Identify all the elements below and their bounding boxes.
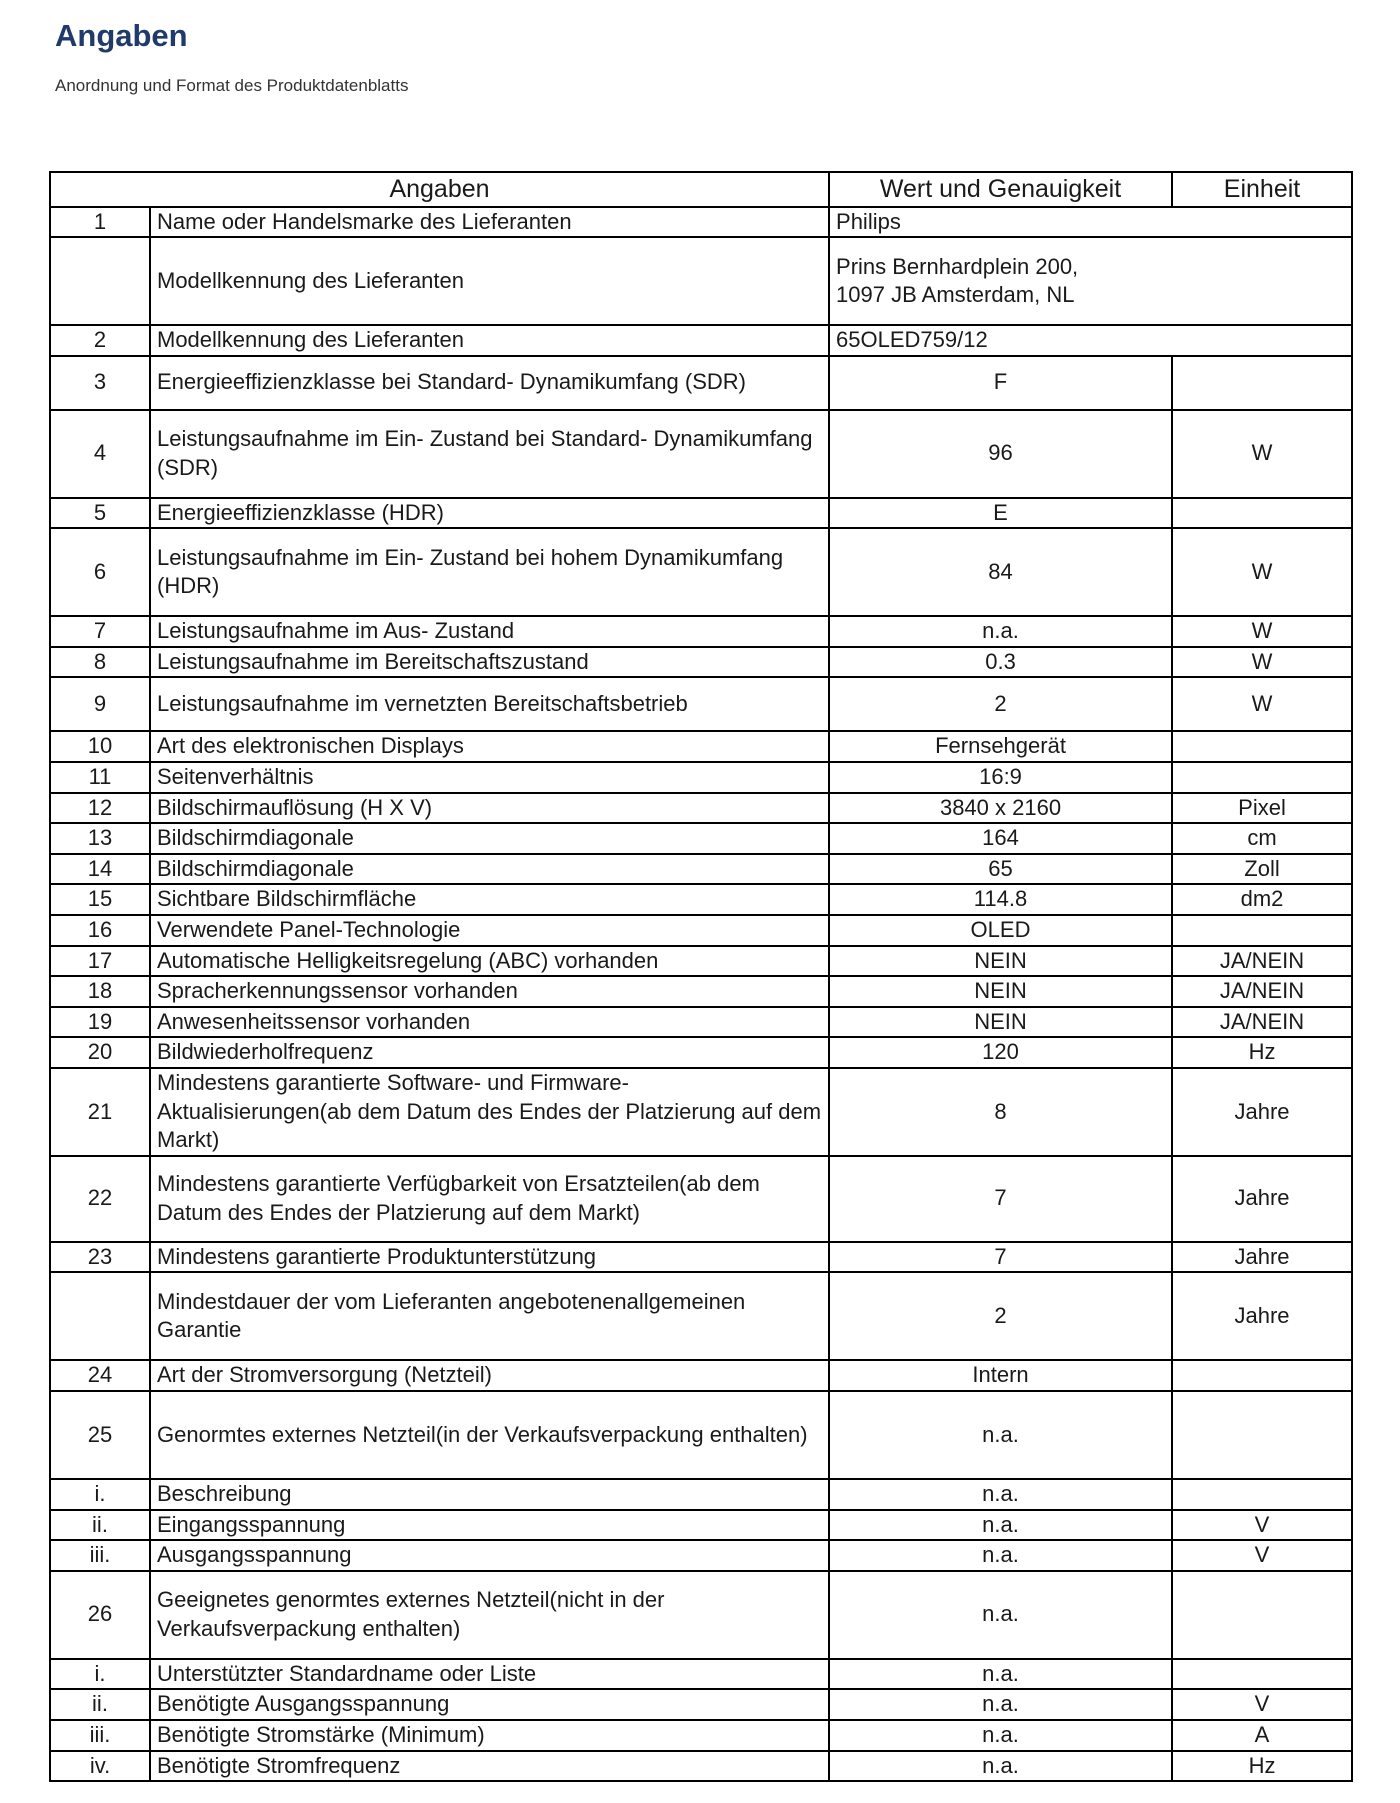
table-row [50, 1689, 1352, 1720]
row-value: 3840 x 2160 [829, 793, 1172, 824]
table-row [50, 762, 1352, 793]
row-value: 7 [829, 1242, 1172, 1273]
row-parameter: Automatische Helligkeitsregelung (ABC) vorhanden [150, 946, 829, 977]
row-number: i. [50, 1479, 150, 1510]
table-row [50, 1360, 1352, 1391]
row-number: 20 [50, 1037, 150, 1068]
table-row [50, 1242, 1352, 1273]
row-unit: Hz [1172, 1751, 1352, 1782]
row-parameter: Anwesenheitssensor vorhanden [150, 1007, 829, 1038]
row-value: n.a. [829, 1540, 1172, 1571]
row-parameter: Ausgangsspannung [150, 1540, 829, 1571]
table-row [50, 1007, 1352, 1038]
row-value: n.a. [829, 1751, 1172, 1782]
row-number [50, 237, 150, 325]
row-parameter: Benötigte Ausgangsspannung [150, 1689, 829, 1720]
row-unit: W [1172, 410, 1352, 498]
row-parameter: Energieeffizienzklasse (HDR) [150, 498, 829, 529]
row-value: n.a. [829, 1391, 1172, 1479]
row-value: 96 [829, 410, 1172, 498]
table-row [50, 884, 1352, 915]
row-number: iii. [50, 1720, 150, 1751]
table-row [50, 528, 1352, 616]
row-number: 16 [50, 915, 150, 946]
row-parameter: Mindestens garantierte Software- und Firmware-Aktualisierungen(ab dem Datum des Endes der Platzierung auf dem Markt) [150, 1068, 829, 1156]
page-subtitle: Anordnung und Format des Produktdatenblatts [55, 76, 409, 95]
row-number: 11 [50, 762, 150, 793]
table-row [50, 356, 1352, 410]
row-unit [1172, 1479, 1352, 1510]
row-parameter: Bildschirmauflösung (H X V) [150, 793, 829, 824]
row-number: 23 [50, 1242, 150, 1273]
table-row [50, 1510, 1352, 1541]
row-value: 84 [829, 528, 1172, 616]
row-unit: JA/NEIN [1172, 976, 1352, 1007]
table-row [50, 1571, 1352, 1659]
row-unit: W [1172, 616, 1352, 647]
row-parameter: Beschreibung [150, 1479, 829, 1510]
row-unit [1172, 1360, 1352, 1391]
table-row [50, 1068, 1352, 1156]
row-unit: dm2 [1172, 884, 1352, 915]
row-unit: Jahre [1172, 1068, 1352, 1156]
table-row [50, 1479, 1352, 1510]
table-row [50, 1391, 1352, 1479]
row-number: 21 [50, 1068, 150, 1156]
row-unit [1172, 1659, 1352, 1690]
row-value: NEIN [829, 946, 1172, 977]
table-row [50, 1272, 1352, 1360]
row-number: 22 [50, 1156, 150, 1242]
row-number: 25 [50, 1391, 150, 1479]
row-number: 9 [50, 677, 150, 731]
row-unit: Jahre [1172, 1242, 1352, 1273]
row-number: 6 [50, 528, 150, 616]
row-value: NEIN [829, 1007, 1172, 1038]
row-unit [1172, 731, 1352, 762]
table-row [50, 410, 1352, 498]
table-row [50, 647, 1352, 678]
row-unit: V [1172, 1689, 1352, 1720]
row-unit [1172, 915, 1352, 946]
row-parameter: Modellkennung des Lieferanten [150, 325, 829, 356]
row-unit: JA/NEIN [1172, 946, 1352, 977]
row-value: n.a. [829, 1689, 1172, 1720]
row-parameter: Spracherkennungssensor vorhanden [150, 976, 829, 1007]
row-number: 4 [50, 410, 150, 498]
row-value: 65OLED759/12 [829, 325, 1352, 356]
row-parameter: Art des elektronischen Displays [150, 731, 829, 762]
row-number: 26 [50, 1571, 150, 1659]
table-row [50, 616, 1352, 647]
row-number: ii. [50, 1689, 150, 1720]
row-unit: W [1172, 528, 1352, 616]
row-parameter: Unterstützter Standardname oder Liste [150, 1659, 829, 1690]
row-number: 3 [50, 356, 150, 410]
row-parameter: Geeignetes genormtes externes Netzteil(nicht in der Verkaufsverpackung enthalten) [150, 1571, 829, 1659]
table-row [50, 677, 1352, 731]
row-number: 5 [50, 498, 150, 529]
row-unit: cm [1172, 823, 1352, 854]
row-parameter: Benötigte Stromfrequenz [150, 1751, 829, 1782]
row-parameter: Verwendete Panel-Technologie [150, 915, 829, 946]
row-value: 65 [829, 854, 1172, 885]
row-number: iv. [50, 1751, 150, 1782]
row-parameter: Mindestens garantierte Produktunterstützung [150, 1242, 829, 1273]
row-unit [1172, 1391, 1352, 1479]
row-number [50, 1272, 150, 1360]
table-row [50, 823, 1352, 854]
table-row [50, 946, 1352, 977]
row-number: iii. [50, 1540, 150, 1571]
table-row [50, 915, 1352, 946]
table-row [50, 1037, 1352, 1068]
row-value: 7 [829, 1156, 1172, 1242]
row-value: n.a. [829, 1571, 1172, 1659]
row-value: OLED [829, 915, 1172, 946]
row-unit: A [1172, 1720, 1352, 1751]
row-parameter: Energieeffizienzklasse bei Standard- Dynamikumfang (SDR) [150, 356, 829, 410]
row-unit: V [1172, 1510, 1352, 1541]
table-row [50, 1659, 1352, 1690]
row-parameter: Bildschirmdiagonale [150, 854, 829, 885]
row-number: 8 [50, 647, 150, 678]
row-parameter: Bildschirmdiagonale [150, 823, 829, 854]
row-parameter: Genormtes externes Netzteil(in der Verkaufsverpackung enthalten) [150, 1391, 829, 1479]
row-parameter: Mindestdauer der vom Lieferanten angebotenenallgemeinen Garantie [150, 1272, 829, 1360]
table-row [50, 1540, 1352, 1571]
header-einheit: Einheit [1172, 172, 1352, 207]
row-parameter: Art der Stromversorgung (Netzteil) [150, 1360, 829, 1391]
row-number: ii. [50, 1510, 150, 1541]
row-value: n.a. [829, 1720, 1172, 1751]
row-parameter: Eingangsspannung [150, 1510, 829, 1541]
header-angaben: Angaben [50, 172, 829, 207]
row-unit: JA/NEIN [1172, 1007, 1352, 1038]
table-row [50, 793, 1352, 824]
row-number: 19 [50, 1007, 150, 1038]
table-row [50, 237, 1352, 325]
table-row [50, 1751, 1352, 1782]
row-value: 2 [829, 1272, 1172, 1360]
row-number: 24 [50, 1360, 150, 1391]
row-number: 13 [50, 823, 150, 854]
row-value: Intern [829, 1360, 1172, 1391]
row-value: n.a. [829, 1510, 1172, 1541]
row-unit: Jahre [1172, 1156, 1352, 1242]
table-row [50, 325, 1352, 356]
row-unit [1172, 498, 1352, 529]
row-parameter: Leistungsaufnahme im Ein- Zustand bei hohem Dynamikumfang (HDR) [150, 528, 829, 616]
row-parameter: Modellkennung des Lieferanten [150, 237, 829, 325]
row-parameter: Seitenverhältnis [150, 762, 829, 793]
table-row [50, 1720, 1352, 1751]
row-number: 10 [50, 731, 150, 762]
table-row [50, 1156, 1352, 1242]
table-row [50, 498, 1352, 529]
row-number: 7 [50, 616, 150, 647]
header-wert: Wert und Genauigkeit [829, 172, 1172, 207]
row-value: 0.3 [829, 647, 1172, 678]
product-datasheet-table [49, 171, 1353, 1782]
row-number: 17 [50, 946, 150, 977]
row-value: 120 [829, 1037, 1172, 1068]
table-header-row [50, 172, 1352, 207]
row-number: 14 [50, 854, 150, 885]
row-unit: V [1172, 1540, 1352, 1571]
row-unit: W [1172, 647, 1352, 678]
row-value: n.a. [829, 616, 1172, 647]
row-number: i. [50, 1659, 150, 1690]
row-value: 164 [829, 823, 1172, 854]
row-value: 2 [829, 677, 1172, 731]
row-value: 8 [829, 1068, 1172, 1156]
row-parameter: Leistungsaufnahme im Bereitschaftszustand [150, 647, 829, 678]
table-row [50, 854, 1352, 885]
table-row [50, 207, 1352, 238]
row-parameter: Mindestens garantierte Verfügbarkeit von Ersatzteilen(ab dem Datum des Endes der Platzierung auf dem Markt) [150, 1156, 829, 1242]
row-unit [1172, 762, 1352, 793]
row-number: 1 [50, 207, 150, 238]
row-unit: Zoll [1172, 854, 1352, 885]
row-unit [1172, 1571, 1352, 1659]
page-title: Angaben [55, 18, 188, 53]
row-value: E [829, 498, 1172, 529]
row-parameter: Leistungsaufnahme im Ein- Zustand bei Standard- Dynamikumfang (SDR) [150, 410, 829, 498]
row-parameter: Name oder Handelsmarke des Lieferanten [150, 207, 829, 238]
row-value: Philips [829, 207, 1352, 238]
row-parameter: Leistungsaufnahme im vernetzten Bereitschaftsbetrieb [150, 677, 829, 731]
row-value: 114.8 [829, 884, 1172, 915]
row-value: F [829, 356, 1172, 410]
row-number: 18 [50, 976, 150, 1007]
row-unit: W [1172, 677, 1352, 731]
row-unit: Jahre [1172, 1272, 1352, 1360]
row-unit: Pixel [1172, 793, 1352, 824]
row-unit [1172, 356, 1352, 410]
row-value: n.a. [829, 1479, 1172, 1510]
row-parameter: Sichtbare Bildschirmfläche [150, 884, 829, 915]
row-value: 16:9 [829, 762, 1172, 793]
row-parameter: Bildwiederholfrequenz [150, 1037, 829, 1068]
row-parameter: Benötigte Stromstärke (Minimum) [150, 1720, 829, 1751]
row-value: Fernsehgerät [829, 731, 1172, 762]
row-value: NEIN [829, 976, 1172, 1007]
row-parameter: Leistungsaufnahme im Aus- Zustand [150, 616, 829, 647]
table-row [50, 731, 1352, 762]
row-value: Prins Bernhardplein 200, 1097 JB Amsterdam, NL [829, 237, 1352, 325]
table-row [50, 976, 1352, 1007]
row-unit: Hz [1172, 1037, 1352, 1068]
row-number: 15 [50, 884, 150, 915]
row-value: n.a. [829, 1659, 1172, 1690]
row-number: 2 [50, 325, 150, 356]
row-number: 12 [50, 793, 150, 824]
